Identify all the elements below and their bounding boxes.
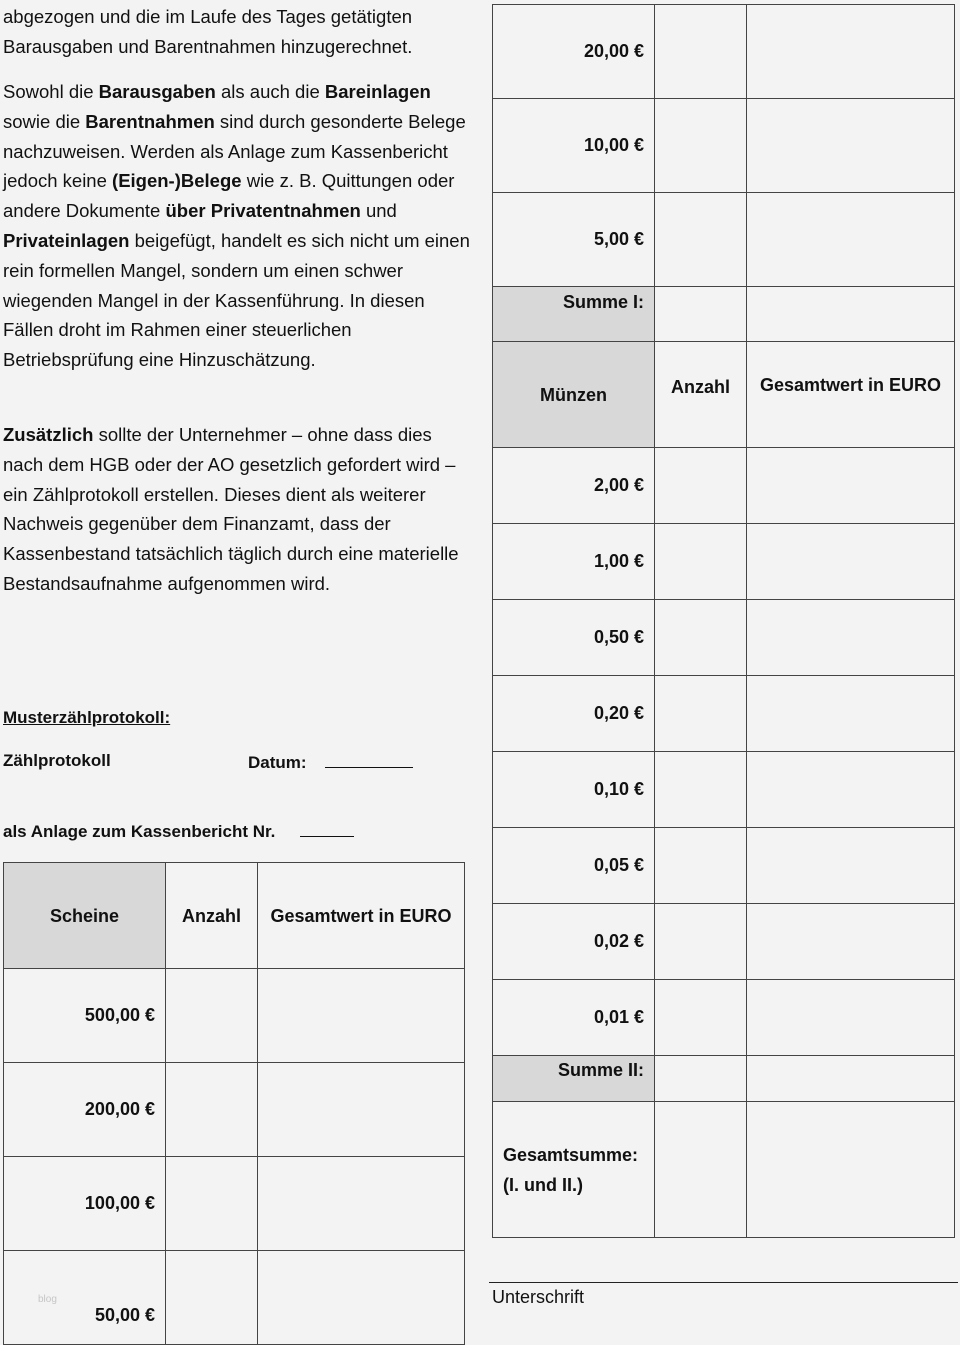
total-cell[interactable] (747, 676, 955, 752)
total-cell[interactable] (747, 980, 955, 1056)
attachment-field (3, 820, 354, 842)
denomination-cell: 10,00 € (493, 99, 655, 193)
table-row (493, 600, 955, 676)
sum2-label: Summe II: (493, 1056, 655, 1102)
table-row (493, 752, 955, 828)
header-scheine: Scheine (4, 863, 166, 969)
count-cell[interactable] (655, 5, 747, 99)
header-muenzen: Münzen (493, 342, 655, 448)
form-title: Musterzählprotokoll: (3, 708, 171, 727)
paragraph-belege (3, 77, 473, 375)
grand-total-line2: (I. und II.) (503, 1174, 583, 1195)
report-number-blank (300, 820, 354, 837)
total-cell[interactable] (747, 193, 955, 287)
text-run: sowie die (3, 110, 86, 132)
table-row (4, 1063, 465, 1157)
total-cell[interactable] (747, 828, 955, 904)
bold-text: (Eigen-)Belege (112, 170, 242, 192)
denomination-cell: 0,02 € (493, 904, 655, 980)
denomination-cell: 20,00 € (493, 5, 655, 99)
table-row (493, 448, 955, 524)
count-cell[interactable] (655, 980, 747, 1056)
denomination-cell: 5,00 € (493, 193, 655, 287)
sum1-total-cell[interactable] (747, 287, 955, 342)
paragraph-zaehlprotokoll (3, 420, 473, 599)
total-cell[interactable] (747, 5, 955, 99)
bold-text: Privateinlagen (3, 229, 130, 251)
total-cell[interactable] (747, 752, 955, 828)
text-run: sind durch gesonderte Belege nachzuweisen. Werden als Anlage zum Kassenbericht jedoch keine (3, 110, 466, 192)
text-run: sollte der Unternehmer – ohne dass dies nach dem HGB oder der AO gesetzlich gefordert wird – ein Zählprotokoll erstellen. Dieses dient als weiterer Nachweis gegenüber dem Finanzamt, dass der Kassenbestand tatsächlich täglich durch eine materielle Bestandsaufnahme aufgenommen wird. (3, 424, 459, 594)
table-row (4, 1157, 465, 1251)
denomination-cell: 0,05 € (493, 828, 655, 904)
date-blank (325, 751, 413, 768)
total-cell[interactable] (747, 524, 955, 600)
text-run: und (360, 200, 397, 222)
text-run: als auch die (215, 81, 325, 102)
count-cell[interactable] (166, 969, 258, 1063)
count-cell[interactable] (655, 600, 747, 676)
total-cell[interactable] (747, 600, 955, 676)
counting-table (492, 4, 955, 1238)
total-cell[interactable] (258, 1251, 465, 1345)
banknotes-header-row (4, 863, 465, 969)
count-cell[interactable] (166, 1157, 258, 1251)
header-gesamtwert: Gesamtwert in EURO (747, 342, 955, 448)
banknotes-table (3, 862, 465, 1345)
table-row (493, 524, 955, 600)
denomination-cell: 0,10 € (493, 752, 655, 828)
total-cell[interactable] (747, 448, 955, 524)
coins-header-row (493, 342, 955, 448)
table-row (493, 193, 955, 287)
denomination-cell: 1,00 € (493, 524, 655, 600)
table-row (4, 969, 465, 1063)
count-cell[interactable] (655, 828, 747, 904)
attachment-label: als Anlage zum Kassenbericht Nr. (3, 822, 276, 841)
text-run: beigefügt, handelt es sich nicht um einen rein formellen Mangel, sondern um einen schwer wiegenden Mangel in der Kassenführung. In diesen Fällen droht im Rahmen einer steuerlichen Betriebsprüfung eine Hinzuschätzung. (3, 229, 470, 371)
total-cell[interactable] (747, 99, 955, 193)
watermark: blog (38, 1294, 57, 1305)
table-row (493, 904, 955, 980)
total-cell[interactable] (258, 1157, 465, 1251)
denomination-cell: 0,01 € (493, 980, 655, 1056)
table-row (493, 99, 955, 193)
paragraph-intro (3, 2, 473, 62)
denomination-cell: 0,20 € (493, 676, 655, 752)
denomination-cell: 0,50 € (493, 600, 655, 676)
denomination-cell: 50,00 € (4, 1251, 166, 1345)
date-label: Datum: (248, 753, 307, 772)
grand-total-label (493, 1102, 655, 1238)
sum2-total-cell[interactable] (747, 1056, 955, 1102)
grand-total-count-cell[interactable] (655, 1102, 747, 1238)
text-run: Sowohl die (3, 81, 99, 102)
count-cell[interactable] (166, 1251, 258, 1345)
bold-text: Zusätzlich (3, 424, 94, 445)
protocol-label: Zählprotokoll (3, 751, 111, 770)
bold-text: Barentnahmen (85, 110, 215, 132)
count-cell[interactable] (655, 676, 747, 752)
total-cell[interactable] (747, 904, 955, 980)
table-row (493, 980, 955, 1056)
count-cell[interactable] (166, 1063, 258, 1157)
count-cell[interactable] (655, 752, 747, 828)
grand-total-row (493, 1102, 955, 1238)
denomination-cell: 200,00 € (4, 1063, 166, 1157)
denomination-cell: 2,00 € (493, 448, 655, 524)
denomination-cell: 500,00 € (4, 969, 166, 1063)
table-row (4, 1251, 465, 1345)
count-cell[interactable] (655, 904, 747, 980)
bold-text: Barausgaben (98, 81, 216, 102)
sum1-label: Summe I: (493, 287, 655, 342)
text-run: abgezogen und die im Laufe des Tages getätigten Barausgaben und Barentnahmen hinzugerechnet. (3, 6, 413, 57)
total-cell[interactable] (258, 969, 465, 1063)
sum2-row (493, 1056, 955, 1102)
text-run: wie z. B. Quittungen oder andere Dokumente (3, 170, 455, 222)
count-cell[interactable] (655, 193, 747, 287)
grand-total-value-cell[interactable] (747, 1102, 955, 1238)
table-row (493, 676, 955, 752)
header-gesamtwert: Gesamtwert in EURO (258, 863, 465, 969)
header-anzahl: Anzahl (655, 342, 747, 448)
table-row (493, 5, 955, 99)
signature-label: Unterschrift (492, 1287, 585, 1307)
bold-text: Bareinlagen (324, 81, 431, 102)
sum2-count-cell[interactable] (655, 1056, 747, 1102)
sum1-count-cell[interactable] (655, 287, 747, 342)
total-cell[interactable] (258, 1063, 465, 1157)
signature-line (489, 1282, 958, 1308)
sum1-row (493, 287, 955, 342)
count-cell[interactable] (655, 448, 747, 524)
date-field (248, 751, 413, 773)
count-cell[interactable] (655, 524, 747, 600)
bold-text: über Privatentnahmen (165, 200, 361, 222)
grand-total-line1: Gesamtsumme: (503, 1144, 639, 1165)
denomination-cell: 100,00 € (4, 1157, 166, 1251)
count-cell[interactable] (655, 99, 747, 193)
header-anzahl: Anzahl (166, 863, 258, 969)
table-row (493, 828, 955, 904)
